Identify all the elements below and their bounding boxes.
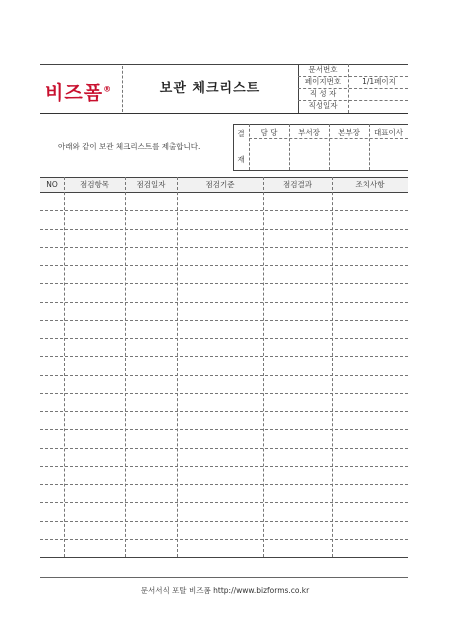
col-header-item: 점검항목 [80, 180, 109, 189]
intro-text: 아래와 같이 보관 체크리스트를 제출합니다. [58, 142, 201, 151]
footer-rule [40, 577, 408, 578]
signature-box-staff[interactable] [250, 139, 288, 169]
registered-mark-icon: ® [103, 84, 113, 94]
col-header-date: 점검일자 [136, 180, 166, 189]
footer-text: 문서서식 포탈 비즈폼 http://www.bizforms.co.kr [140, 586, 310, 595]
header-bottom-rule [40, 113, 408, 114]
table-row[interactable] [40, 393, 408, 411]
col-header-result: 점검결과 [283, 180, 312, 189]
table-row[interactable] [40, 192, 408, 210]
approval-side-label-2: 재 [237, 155, 245, 164]
approval-role-dept-head: 부서장 [298, 128, 320, 137]
table-row[interactable] [40, 502, 408, 520]
col-header-criteria: 점검기준 [205, 180, 235, 189]
table-row[interactable] [40, 411, 408, 429]
signature-box-div-head[interactable] [330, 139, 368, 169]
signature-box-ceo[interactable] [370, 139, 407, 169]
table-row[interactable] [40, 375, 408, 393]
table-row[interactable] [40, 265, 408, 283]
table-row[interactable] [40, 247, 408, 265]
table-row[interactable] [40, 302, 408, 320]
table-row[interactable] [40, 429, 408, 447]
logo-text: 비즈폼 [45, 82, 104, 104]
table-row[interactable] [40, 356, 408, 374]
table-row[interactable] [40, 466, 408, 484]
meta-label-date: 직성일자 [308, 101, 338, 110]
approval-role-ceo: 대표이사 [374, 128, 403, 137]
table-row[interactable] [40, 320, 408, 338]
table-row[interactable] [40, 484, 408, 502]
table-row[interactable] [40, 229, 408, 247]
header-top-rule [40, 64, 408, 65]
approval-side-label-1: 결 [237, 129, 245, 138]
table-row[interactable] [40, 283, 408, 301]
table-row[interactable] [40, 521, 408, 539]
col-header-action: 조치사항 [355, 180, 385, 189]
document-title: 보관 체크리스트 [159, 81, 261, 96]
signature-box-dept-head[interactable] [290, 139, 328, 169]
approval-role-staff: 담 당 [260, 128, 278, 137]
meta-value-page-no[interactable]: 1/1페이지 [362, 77, 396, 86]
meta-label-author: 직 성 자 [309, 89, 337, 98]
meta-label-doc-no: 문서번호 [308, 65, 338, 74]
table-row[interactable] [40, 338, 408, 356]
bizforms-logo [45, 78, 112, 105]
table-row[interactable] [40, 448, 408, 466]
approval-bottom [233, 170, 408, 171]
table-bottom [40, 557, 408, 558]
table-row[interactable] [40, 539, 408, 557]
approval-role-div-head: 본부장 [338, 128, 360, 137]
meta-label-page-no: 페이지번호 [304, 77, 342, 86]
col-header-no: NO [46, 180, 58, 189]
approval-top [233, 124, 408, 125]
table-row[interactable] [40, 210, 408, 228]
